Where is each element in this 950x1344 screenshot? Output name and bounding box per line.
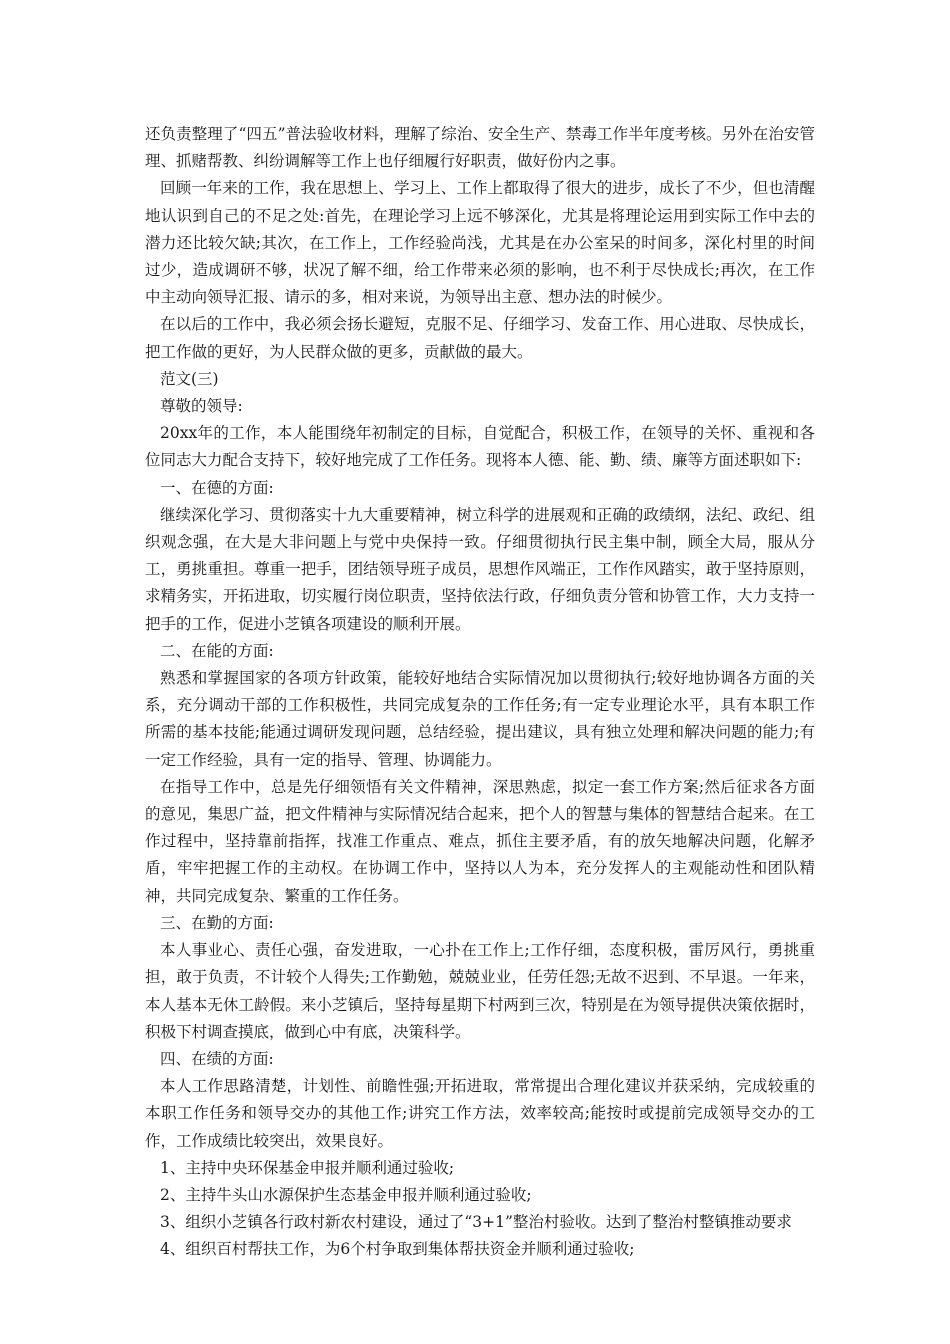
paragraph: 继续深化学习、贯彻落实十九大重要精神，树立科学的进展观和正确的政绩纲，法纪、政纪、组织观念强，在大是大非问题上与党中央保持一致。仔细贯彻执行民主集中制，顾全大局，服从分工，勇挑重担。尊重一把手，团结领导班子成员，思想作风端正，工作作风踏实，敢于坚持原则，求精务实，开拓进取，切实履行岗位职责，坚持依法行政，仔细负责分管和协管工作，大力支持一把手的工作，促进小芝镇各项建设的顺利开展。 (145, 505, 815, 633)
document-body (145, 121, 815, 1264)
paragraph: 本人工作思路清楚，计划性、前瞻性强;开拓进取，常常提出合理化建议并获采纳，完成较重的本职工作任务和领导交办的其他工作;讲究工作方法，效率较高;能按时或提前完成领导交办的工作，工作成绩比较突出，效果良好。 (145, 1077, 815, 1150)
section-title: 范文(三) (160, 369, 219, 388)
section-heading: 三、在勤的方面: (160, 913, 274, 932)
list-item: 4、组织百村帮扶工作，为6个村争取到集体帮扶资金并顺利通过验收; (160, 1240, 635, 1259)
paragraph: 20xx年的工作，本人能围绕年初制定的目标，自觉配合，积极工作，在领导的关怀、重视和各位同志大力配合支持下，较好地完成了工作任务。现将本人德、能、勤、绩、廉等方面述职如下: (145, 424, 815, 470)
paragraph: 回顾一年来的工作，我在思想上、学习上、工作上都取得了很大的进步，成长了不少，但也清醒地认识到自己的不足之处:首先，在理论学习上远不够深化，尤其是将理论运用到实际工作中去的潜力还比较欠缺;其次，在工作上，工作经验尚浅，尤其是在办公室呆的时间多，深化村里的时间过少，造成调研不够，状况了解不细，给工作带来必须的影响，也不利于尽快成长;再次，在工作中主动向领导汇报、请示的多，相对来说，为领导出主意、想办法的时候少。 (145, 179, 815, 307)
list-item: 3、组织小芝镇各行政村新农村建设，通过了“3+1”整治村验收。达到了整治村整镇推动要求 (160, 1213, 792, 1232)
paragraph: 本人事业心、责任心强，奋发进取，一心扑在工作上;工作仔细，态度积极，雷厉风行，勇挑重担，敢于负责，不计较个人得失;工作勤勉，兢兢业业，任劳任怨;无故不迟到、不早退。一年来，本人基本无休工龄假。来小芝镇后，坚持每星期下村两到三次，特别是在为领导提供决策依据时，积极下村调查摸底，做到心中有底，决策科学。 (145, 941, 815, 1041)
paragraph: 熟悉和掌握国家的各项方针政策，能较好地结合实际情况加以贯彻执行;较好地协调各方面的关系，充分调动干部的工作积极性，共同完成复杂的工作任务;有一定专业理论水平，具有本职工作所需的基本技能;能通过调研发现问题，总结经验，提出建议，具有独立处理和解决问题的能力;有一定工作经验，具有一定的指导、管理、协调能力。 (145, 669, 815, 769)
section-heading: 四、在绩的方面: (160, 1049, 274, 1068)
paragraph: 还负责整理了“四五”普法验收材料，理解了综治、安全生产、禁毒工作半年度考核。另外在治安管理、抓赌帮教、纠纷调解等工作上也仔细履行好职责，做好份内之事。 (145, 125, 815, 171)
paragraph: 在以后的工作中，我必须会扬长避短，克服不足、仔细学习、发奋工作、用心进取、尽快成长，把工作做的更好，为人民群众做的更多，贡献做的最大。 (145, 315, 815, 361)
salutation: 尊敬的领导: (160, 397, 243, 416)
section-heading: 一、在德的方面: (160, 478, 274, 497)
section-heading: 二、在能的方面: (160, 641, 274, 660)
paragraph: 在指导工作中，总是先仔细领悟有关文件精神，深思熟虑，拟定一套工作方案;然后征求各方面的意见，集思广益，把文件精神与实际情况结合起来，把个人的智慧与集体的智慧结合起来。在工作过程中，坚持靠前指挥，找准工作重点、难点，抓住主要矛盾，有的放矢地解决问题，化解矛盾，牢牢把握工作的主动权。在协调工作中，坚持以人为本，充分发挥人的主观能动性和团队精神，共同完成复杂、繁重的工作任务。 (145, 777, 815, 905)
list-item: 2、主持牛头山水源保护生态基金申报并顺利通过验收; (160, 1185, 532, 1204)
list-item: 1、主持中央环保基金申报并顺利通过验收; (160, 1158, 455, 1177)
